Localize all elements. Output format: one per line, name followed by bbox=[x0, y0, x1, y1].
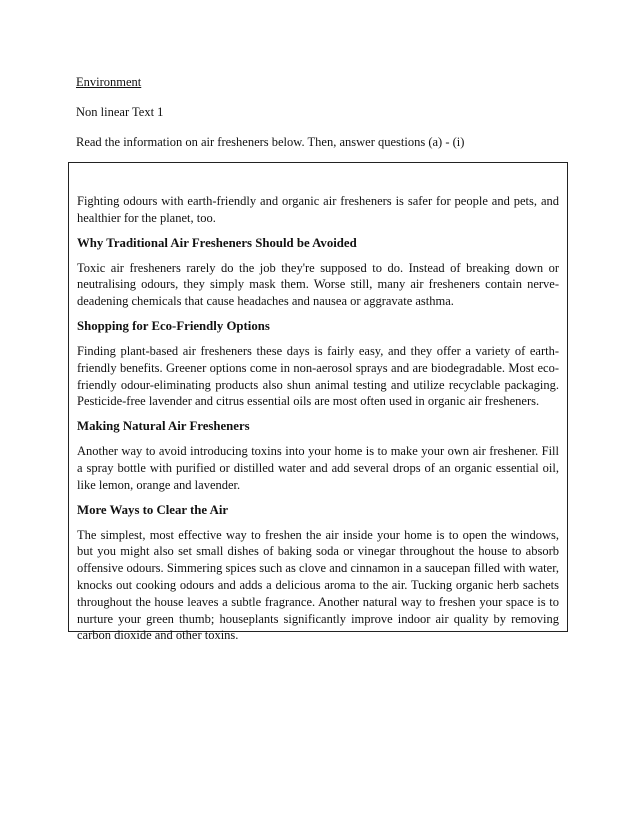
section-heading-making: Making Natural Air Fresheners bbox=[77, 419, 250, 434]
intro-paragraph: Fighting odours with earth-friendly and organic air fresheners is safer for people and pets, and healthier for the planet, too. bbox=[77, 194, 559, 225]
article-box bbox=[68, 162, 568, 643]
section-heading-shopping: Shopping for Eco-Friendly Options bbox=[77, 318, 270, 333]
subject-heading: Environment bbox=[76, 75, 142, 89]
section-body-more-ways: The simplest, most effective way to freshen the air inside your home is to open the windows, but you might also set small dishes of baking soda or vinegar throughout the house to absorb offensive odours. Simmering spices such as clove and cinnamon in a saucepan filled with water, knocks out cooking odours and adds a delicious aroma to the air. Tucking organic herb sachets throughout the house leaves a subtle fragrance. Another natural way to freshen your space is to nurture your green thumb; houseplants significantly improve indoor air quality by removing carbon dioxide and other toxins. bbox=[77, 527, 559, 643]
section-body-making: Another way to avoid introducing toxins into your home is to make your own air freshener. Fill a spray bottle with purified or distilled water and add several drops of an organic essential oil, like lemon, orange and lavender. bbox=[77, 444, 559, 492]
section-heading-more-ways: More Ways to Clear the Air bbox=[77, 502, 229, 517]
section-body-shopping: Finding plant-based air fresheners these days is fairly easy, and they offer a variety of earth-friendly benefits. Greener options come in non-aerosol sprays and are biodegradable. Most eco-friendly odour-eliminating products also shun animal testing and utilize recyclable packaging. Pesticide-free lavender and citrus essential oils are most often used in organic air fresheners. bbox=[77, 343, 559, 409]
section-body-traditional: Toxic air fresheners rarely do the job they're supposed to do. Instead of breaking down or neutralising odours, they simply mask them. Worse still, many air fresheners contain nerve-deadening chemicals that cause headaches and nausea or aggravate asthma. bbox=[77, 260, 559, 309]
instruction-text: Read the information on air fresheners below. Then, answer questions (a) - (i) bbox=[76, 135, 465, 149]
section-label: Non linear Text 1 bbox=[76, 105, 164, 119]
section-heading-traditional: Why Traditional Air Fresheners Should be Avoided bbox=[77, 235, 357, 250]
